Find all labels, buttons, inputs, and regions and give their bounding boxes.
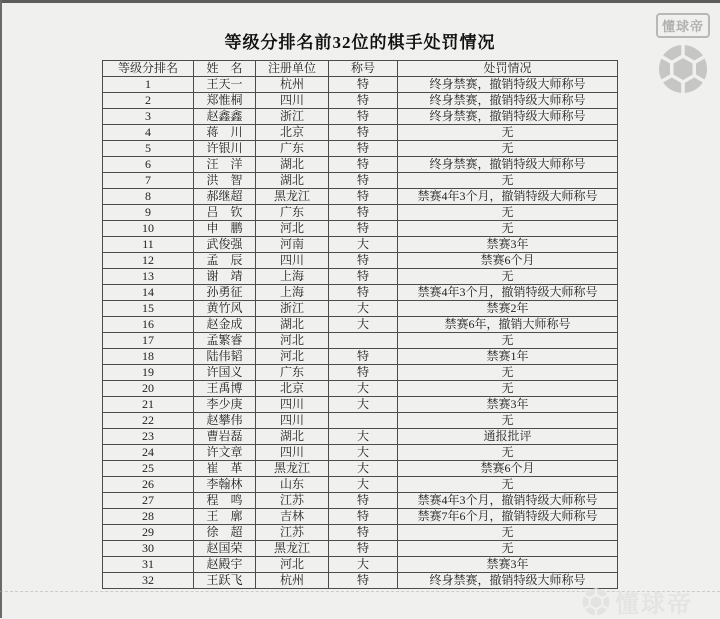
- cell-title: 特: [329, 269, 398, 285]
- cell-name: 洪 智: [194, 173, 256, 189]
- cell-punishment: 终身禁赛，撤销特级大师称号: [398, 573, 618, 589]
- cell-rank: 17: [103, 333, 194, 349]
- cell-punishment: 无: [398, 333, 618, 349]
- cell-name: 赵攀伟: [194, 413, 256, 429]
- cell-title: 大: [329, 397, 398, 413]
- cell-title: 特: [329, 141, 398, 157]
- cell-unit: 吉林: [256, 509, 329, 525]
- cell-name: 王 廓: [194, 509, 256, 525]
- cell-name: 赵殿宇: [194, 557, 256, 573]
- table-row: [103, 205, 618, 221]
- cell-punishment: 无: [398, 269, 618, 285]
- column-header: 处罚情况: [398, 61, 618, 77]
- table-row: [103, 557, 618, 573]
- cell-title: 特: [329, 365, 398, 381]
- table-row: [103, 93, 618, 109]
- cell-rank: 7: [103, 173, 194, 189]
- cell-rank: 13: [103, 269, 194, 285]
- cell-title: 特: [329, 221, 398, 237]
- cell-unit: 湖北: [256, 429, 329, 445]
- cell-title: 特: [329, 205, 398, 221]
- scan-top-edge: [0, 0, 720, 3]
- cell-unit: 杭州: [256, 77, 329, 93]
- cell-name: 申 鹏: [194, 221, 256, 237]
- cell-title: [329, 413, 398, 429]
- cell-name: 赵金成: [194, 317, 256, 333]
- cell-title: 特: [329, 525, 398, 541]
- cell-punishment: 无: [398, 125, 618, 141]
- cell-title: 大: [329, 557, 398, 573]
- cell-name: 郑惟桐: [194, 93, 256, 109]
- column-header: 注册单位: [256, 61, 329, 77]
- cell-unit: 四川: [256, 397, 329, 413]
- cell-rank: 14: [103, 285, 194, 301]
- cell-title: 特: [329, 93, 398, 109]
- cell-title: 大: [329, 429, 398, 445]
- cell-name: 汪 洋: [194, 157, 256, 173]
- table-row: [103, 573, 618, 589]
- cell-rank: 26: [103, 477, 194, 493]
- cell-unit: 湖北: [256, 157, 329, 173]
- cell-name: 许国义: [194, 365, 256, 381]
- cell-name: 黄竹风: [194, 301, 256, 317]
- cell-punishment: 禁赛6个月: [398, 461, 618, 477]
- cell-unit: 江苏: [256, 525, 329, 541]
- cell-rank: 24: [103, 445, 194, 461]
- cell-unit: 河北: [256, 349, 329, 365]
- table-row: [103, 157, 618, 173]
- cell-punishment: 禁赛6个月: [398, 253, 618, 269]
- cell-title: 特: [329, 189, 398, 205]
- cell-punishment: 禁赛3年: [398, 397, 618, 413]
- cell-title: 大: [329, 477, 398, 493]
- cell-unit: 黑龙江: [256, 461, 329, 477]
- cell-rank: 16: [103, 317, 194, 333]
- cell-punishment: 无: [398, 141, 618, 157]
- cell-title: 特: [329, 509, 398, 525]
- table-row: [103, 173, 618, 189]
- cell-name: 孟繁睿: [194, 333, 256, 349]
- cell-rank: 4: [103, 125, 194, 141]
- cell-rank: 21: [103, 397, 194, 413]
- cell-punishment: 禁赛4年3个月，撤销特级大师称号: [398, 285, 618, 301]
- cell-punishment: 无: [398, 413, 618, 429]
- cell-punishment: 无: [398, 205, 618, 221]
- cell-name: 蒋 川: [194, 125, 256, 141]
- cell-unit: 广东: [256, 365, 329, 381]
- cell-rank: 15: [103, 301, 194, 317]
- cell-rank: 19: [103, 365, 194, 381]
- cell-name: 王禹博: [194, 381, 256, 397]
- table-row: [103, 301, 618, 317]
- cell-name: 武俊强: [194, 237, 256, 253]
- cell-name: 孙勇征: [194, 285, 256, 301]
- cell-rank: 27: [103, 493, 194, 509]
- column-header: 称号: [329, 61, 398, 77]
- football-icon-faint: [582, 588, 610, 616]
- cell-title: 特: [329, 285, 398, 301]
- cell-rank: 22: [103, 413, 194, 429]
- table-row: [103, 253, 618, 269]
- cell-punishment: 禁赛7年6个月，撤销特级大师称号: [398, 509, 618, 525]
- cell-unit: 杭州: [256, 573, 329, 589]
- table-row: [103, 333, 618, 349]
- cell-rank: 31: [103, 557, 194, 573]
- cell-punishment: 禁赛3年: [398, 557, 618, 573]
- table-row: [103, 397, 618, 413]
- table-row: [103, 429, 618, 445]
- cell-unit: 广东: [256, 205, 329, 221]
- cell-rank: 1: [103, 77, 194, 93]
- cell-unit: 浙江: [256, 109, 329, 125]
- cell-punishment: 无: [398, 525, 618, 541]
- cell-punishment: 无: [398, 477, 618, 493]
- table-row: [103, 365, 618, 381]
- cell-punishment: 无: [398, 365, 618, 381]
- scan-left-edge: [0, 0, 2, 618]
- cell-name: 许银川: [194, 141, 256, 157]
- table-row: [103, 477, 618, 493]
- table-row: [103, 381, 618, 397]
- cell-title: 特: [329, 253, 398, 269]
- cell-title: 特: [329, 109, 398, 125]
- cell-name: 徐 超: [194, 525, 256, 541]
- cell-unit: 上海: [256, 285, 329, 301]
- cell-title: 大: [329, 237, 398, 253]
- table-row: [103, 317, 618, 333]
- cell-title: 特: [329, 541, 398, 557]
- cell-rank: 6: [103, 157, 194, 173]
- cell-unit: 上海: [256, 269, 329, 285]
- brand-text-faint: 懂球帝: [615, 591, 693, 618]
- table-row: [103, 109, 618, 125]
- cell-rank: 9: [103, 205, 194, 221]
- cell-punishment: 终身禁赛，撤销特级大师称号: [398, 77, 618, 93]
- table-row: [103, 125, 618, 141]
- cell-rank: 28: [103, 509, 194, 525]
- cell-unit: 北京: [256, 381, 329, 397]
- cell-unit: 四川: [256, 253, 329, 269]
- cell-name: 程 鸣: [194, 493, 256, 509]
- cell-punishment: 禁赛4年3个月，撤销特级大师称号: [398, 493, 618, 509]
- cell-title: 特: [329, 125, 398, 141]
- cell-unit: 浙江: [256, 301, 329, 317]
- cell-name: 王天一: [194, 77, 256, 93]
- cell-title: 大: [329, 445, 398, 461]
- cell-punishment: 禁赛1年: [398, 349, 618, 365]
- cell-rank: 12: [103, 253, 194, 269]
- table-row: [103, 189, 618, 205]
- table-row: [103, 285, 618, 301]
- cell-title: 特: [329, 349, 398, 365]
- watermark-bottom: [582, 584, 693, 619]
- cell-rank: 11: [103, 237, 194, 253]
- cell-punishment: 无: [398, 381, 618, 397]
- cell-unit: 黑龙江: [256, 541, 329, 557]
- table-row: [103, 509, 618, 525]
- cell-name: 谢 靖: [194, 269, 256, 285]
- table-row: [103, 461, 618, 477]
- cell-rank: 18: [103, 349, 194, 365]
- table-row: [103, 77, 618, 93]
- cell-rank: 3: [103, 109, 194, 125]
- cell-unit: 广东: [256, 141, 329, 157]
- cell-punishment: 终身禁赛，撤销特级大师称号: [398, 93, 618, 109]
- table-header-row: [103, 61, 618, 77]
- cell-name: 曹岩磊: [194, 429, 256, 445]
- cell-unit: 北京: [256, 125, 329, 141]
- cell-rank: 30: [103, 541, 194, 557]
- watermark-top: [650, 13, 716, 94]
- cell-unit: 黑龙江: [256, 189, 329, 205]
- cell-unit: 河北: [256, 557, 329, 573]
- cell-rank: 5: [103, 141, 194, 157]
- column-header: 姓 名: [194, 61, 256, 77]
- column-header: 等级分排名: [103, 61, 194, 77]
- cell-unit: 河北: [256, 221, 329, 237]
- football-icon: [650, 44, 716, 94]
- cell-title: 大: [329, 301, 398, 317]
- cell-punishment: 禁赛2年: [398, 301, 618, 317]
- cell-punishment: 终身禁赛，撤销特级大师称号: [398, 109, 618, 125]
- cell-name: 赵国荣: [194, 541, 256, 557]
- cell-name: 陆伟韬: [194, 349, 256, 365]
- cell-rank: 29: [103, 525, 194, 541]
- cell-name: 李少庚: [194, 397, 256, 413]
- cell-unit: 湖北: [256, 317, 329, 333]
- cell-rank: 2: [103, 93, 194, 109]
- page-title: 等级分排名前32位的棋手处罚情况: [224, 33, 496, 52]
- cell-punishment: 禁赛6年，撤销大师称号: [398, 317, 618, 333]
- cell-rank: 25: [103, 461, 194, 477]
- cell-title: 特: [329, 573, 398, 589]
- cell-punishment: 无: [398, 445, 618, 461]
- cell-punishment: 禁赛4年3个月，撤销特级大师称号: [398, 189, 618, 205]
- cell-rank: 8: [103, 189, 194, 205]
- table-row: [103, 141, 618, 157]
- cell-name: 赵鑫鑫: [194, 109, 256, 125]
- cell-title: 大: [329, 461, 398, 477]
- cell-name: 孟 辰: [194, 253, 256, 269]
- cell-unit: 江苏: [256, 493, 329, 509]
- cell-name: 吕 钦: [194, 205, 256, 221]
- cell-rank: 10: [103, 221, 194, 237]
- table-row: [103, 445, 618, 461]
- table-row: [103, 413, 618, 429]
- cell-name: 崔 革: [194, 461, 256, 477]
- cell-unit: 河南: [256, 237, 329, 253]
- punishment-table-container: [102, 60, 618, 589]
- punishment-table: [102, 60, 618, 589]
- cell-punishment: 无: [398, 221, 618, 237]
- table-row: [103, 269, 618, 285]
- cell-unit: 湖北: [256, 173, 329, 189]
- table-row: [103, 349, 618, 365]
- table-row: [103, 525, 618, 541]
- table-row: [103, 493, 618, 509]
- cell-unit: 河北: [256, 333, 329, 349]
- cell-title: 特: [329, 173, 398, 189]
- cell-name: 李翰林: [194, 477, 256, 493]
- cell-name: 王跃飞: [194, 573, 256, 589]
- table-row: [103, 221, 618, 237]
- cell-unit: 山东: [256, 477, 329, 493]
- cell-name: 许文章: [194, 445, 256, 461]
- table-row: [103, 237, 618, 253]
- cell-title: 大: [329, 381, 398, 397]
- cell-name: 郝继超: [194, 189, 256, 205]
- table-row: [103, 541, 618, 557]
- cell-punishment: 通报批评: [398, 429, 618, 445]
- cell-title: [329, 333, 398, 349]
- cell-rank: 23: [103, 429, 194, 445]
- cell-unit: 四川: [256, 93, 329, 109]
- cell-punishment: 终身禁赛，撤销特级大师称号: [398, 157, 618, 173]
- cell-unit: 四川: [256, 413, 329, 429]
- cell-title: 特: [329, 77, 398, 93]
- cell-rank: 20: [103, 381, 194, 397]
- cell-rank: 32: [103, 573, 194, 589]
- cell-punishment: 无: [398, 173, 618, 189]
- cell-punishment: 无: [398, 541, 618, 557]
- cell-title: 大: [329, 317, 398, 333]
- cell-punishment: 禁赛3年: [398, 237, 618, 253]
- cell-unit: 四川: [256, 445, 329, 461]
- brand-badge: 懂球帝: [656, 13, 710, 38]
- cell-title: 特: [329, 157, 398, 173]
- cell-title: 特: [329, 493, 398, 509]
